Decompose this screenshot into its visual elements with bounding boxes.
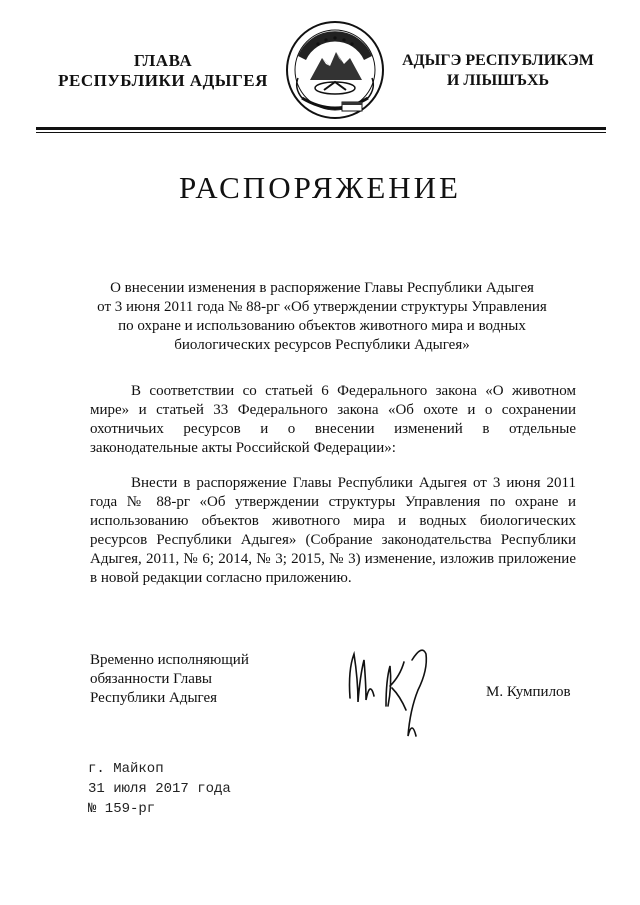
subject-line: от 3 июня 2011 года № 88-рг «Об утверждении структуры Управления — [97, 299, 547, 315]
registration-stamp — [88, 759, 231, 819]
signatory-name: М. Кумпилов — [486, 684, 571, 700]
signatory-title-line: Республики Адыгея — [90, 690, 218, 706]
header-rule-thick — [36, 127, 606, 130]
handwritten-signature-icon — [342, 640, 442, 750]
coat-of-arms-of-adygea-icon — [280, 18, 390, 124]
header-right-line2: И ЛІЫШЪХЬ — [446, 72, 550, 89]
stamp-date: 31 июля 2017 года — [88, 781, 231, 797]
document-subject — [92, 279, 552, 355]
stamp-city: г. Майкоп — [88, 761, 164, 777]
signatory-title — [90, 651, 310, 708]
header-rule-thin — [36, 132, 606, 133]
header-right-line1: АДЫГЭ РЕСПУБЛИКЭМ — [402, 52, 594, 69]
stamp-number: № 159-рг — [88, 801, 156, 817]
document-type-title: РАСПОРЯЖЕНИЕ — [179, 170, 461, 205]
body-paragraph-preamble: В соответствии со статьей 6 Федерального закона «О животном мире» и статьей 33 Федерального закона «Об охоте и о сохранении охотничьих ресурсов и о внесении изменений в отдельные законодательные акты Российской Федерации»: — [90, 383, 576, 456]
header-left-line2: РЕСПУБЛИКИ АДЫГЕЯ — [58, 71, 268, 90]
header-right — [392, 51, 604, 91]
header-left-line1: ГЛАВА — [133, 51, 193, 70]
signatory-title-line: Временно исполняющий — [90, 652, 249, 668]
body-paragraph-order: Внести в распоряжение Главы Республики Адыгея от 3 июня 2011 года № 88-рг «Об утверждении структуры Управления по охране и использованию объектов животного мира и водных биологических ресурсов Республики Адыгея» (Собрание законодательства Республики Адыгея, 2011, № 6; 2014, № 3; 2015, № 3) изменение, изложив приложение в новой редакции согласно приложению. — [90, 475, 576, 586]
subject-line: О внесении изменения в распоряжение Главы Республики Адыгея — [110, 280, 534, 296]
subject-line: биологических ресурсов Республики Адыгея» — [174, 337, 470, 353]
header-left — [40, 51, 286, 91]
signatory-title-line: обязанности Главы — [90, 671, 213, 687]
subject-line: по охране и использованию объектов животного мира и водных — [118, 318, 526, 334]
